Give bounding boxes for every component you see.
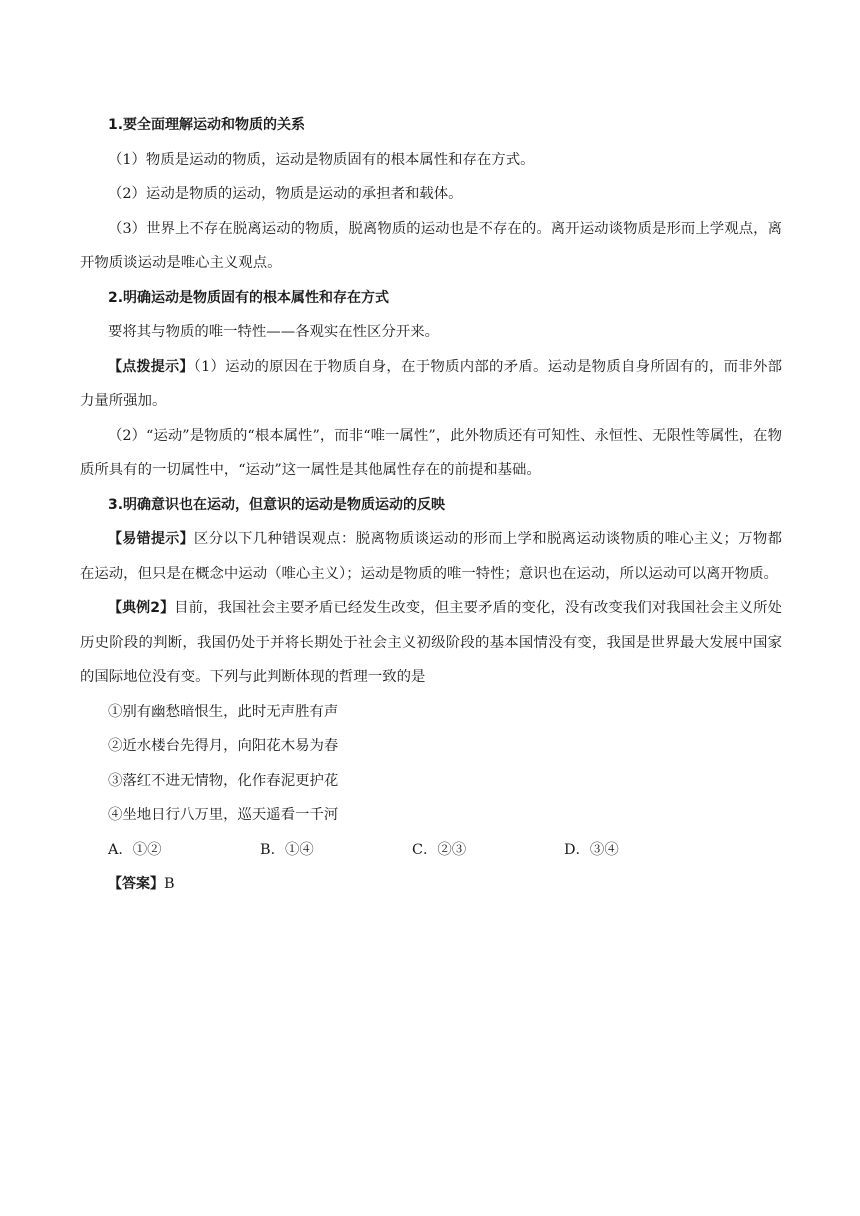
error-tip-text: 区分以下几种错误观点：脱离物质谈运动的形而上学和脱离运动谈物质的唯心主义；万物都在运动，但只是在概念中运动（唯心主义）；运动是物质的唯一特性；意识也在运动，所以运动可以离开物质。 bbox=[80, 531, 782, 582]
section1-item-2: （2）运动是物质的运动，物质是运动的承担者和载体。 bbox=[108, 186, 463, 202]
answer-value: B bbox=[164, 876, 175, 892]
option-b: B．①④ bbox=[260, 841, 314, 858]
section2-heading: 2.明确运动是物质固有的根本属性和存在方式 bbox=[108, 289, 390, 306]
answer-label: 【答案】 bbox=[108, 876, 164, 892]
statement-3: ③落红不进无情物，化作春泥更护花 bbox=[108, 772, 339, 789]
answer bbox=[80, 867, 782, 902]
section1-heading: 1.要全面理解运动和物质的关系 bbox=[108, 117, 306, 133]
statement-2: ②近水楼台先得月，向阳花木易为春 bbox=[108, 738, 339, 754]
section3-tip bbox=[80, 522, 782, 591]
statement-1: ①别有幽愁暗恨生，此时无声胜有声 bbox=[108, 703, 339, 720]
example-question-text: 目前，我国社会主要矛盾已经发生改变，但主要矛盾的变化，没有改变我们对我国社会主义所处历史阶段的判断，我国仍处于并将长期处于社会主义初级阶段的基本国情没有变，我国是世界最大发展中国家的国际地位没有变。下列与此判断体现的哲理一致的是 bbox=[80, 600, 782, 685]
answer-options bbox=[80, 833, 782, 868]
tip-text: （1）运动的原因在于物质自身，在于物质内部的矛盾。运动是物质自身所固有的，而非外部力量所强加。 bbox=[80, 358, 782, 409]
option-d: D．③④ bbox=[564, 841, 619, 858]
tip-label: 【点拨提示】 bbox=[108, 358, 194, 375]
section2-tip bbox=[80, 350, 782, 419]
section2-tip-2: （2）“运动”是物质的“根本属性”，而非“唯一属性”，此外物质还有可知性、永恒性、无限性等属性，在物质所具有的一切属性中，“运动”这一属性是其他属性存在的前提和基础。 bbox=[80, 427, 782, 478]
section2-text: 要将其与物质的唯一特性——各观实在性区分开来。 bbox=[108, 324, 439, 340]
option-a: A．①② bbox=[108, 841, 162, 858]
section1-item-3: （3）世界上不存在脱离运动的物质，脱离物质的运动也是不存在的。离开运动谈物质是形而上学观点，离开物质谈运动是唯心主义观点。 bbox=[80, 220, 782, 271]
example-label: 【典例2】 bbox=[108, 600, 175, 616]
statement-4: ④坐地日行八万里，巡天遥看一千河 bbox=[108, 807, 339, 823]
example-question bbox=[80, 591, 782, 695]
error-tip-label: 【易错提示】 bbox=[108, 531, 194, 547]
option-c: C．②③ bbox=[412, 841, 467, 858]
document-page bbox=[80, 108, 782, 902]
section3-heading: 3.明确意识也在运动，但意识的运动是物质运动的反映 bbox=[108, 496, 446, 513]
section1-item-1: （1）物质是运动的物质，运动是物质固有的根本属性和存在方式。 bbox=[108, 151, 535, 168]
